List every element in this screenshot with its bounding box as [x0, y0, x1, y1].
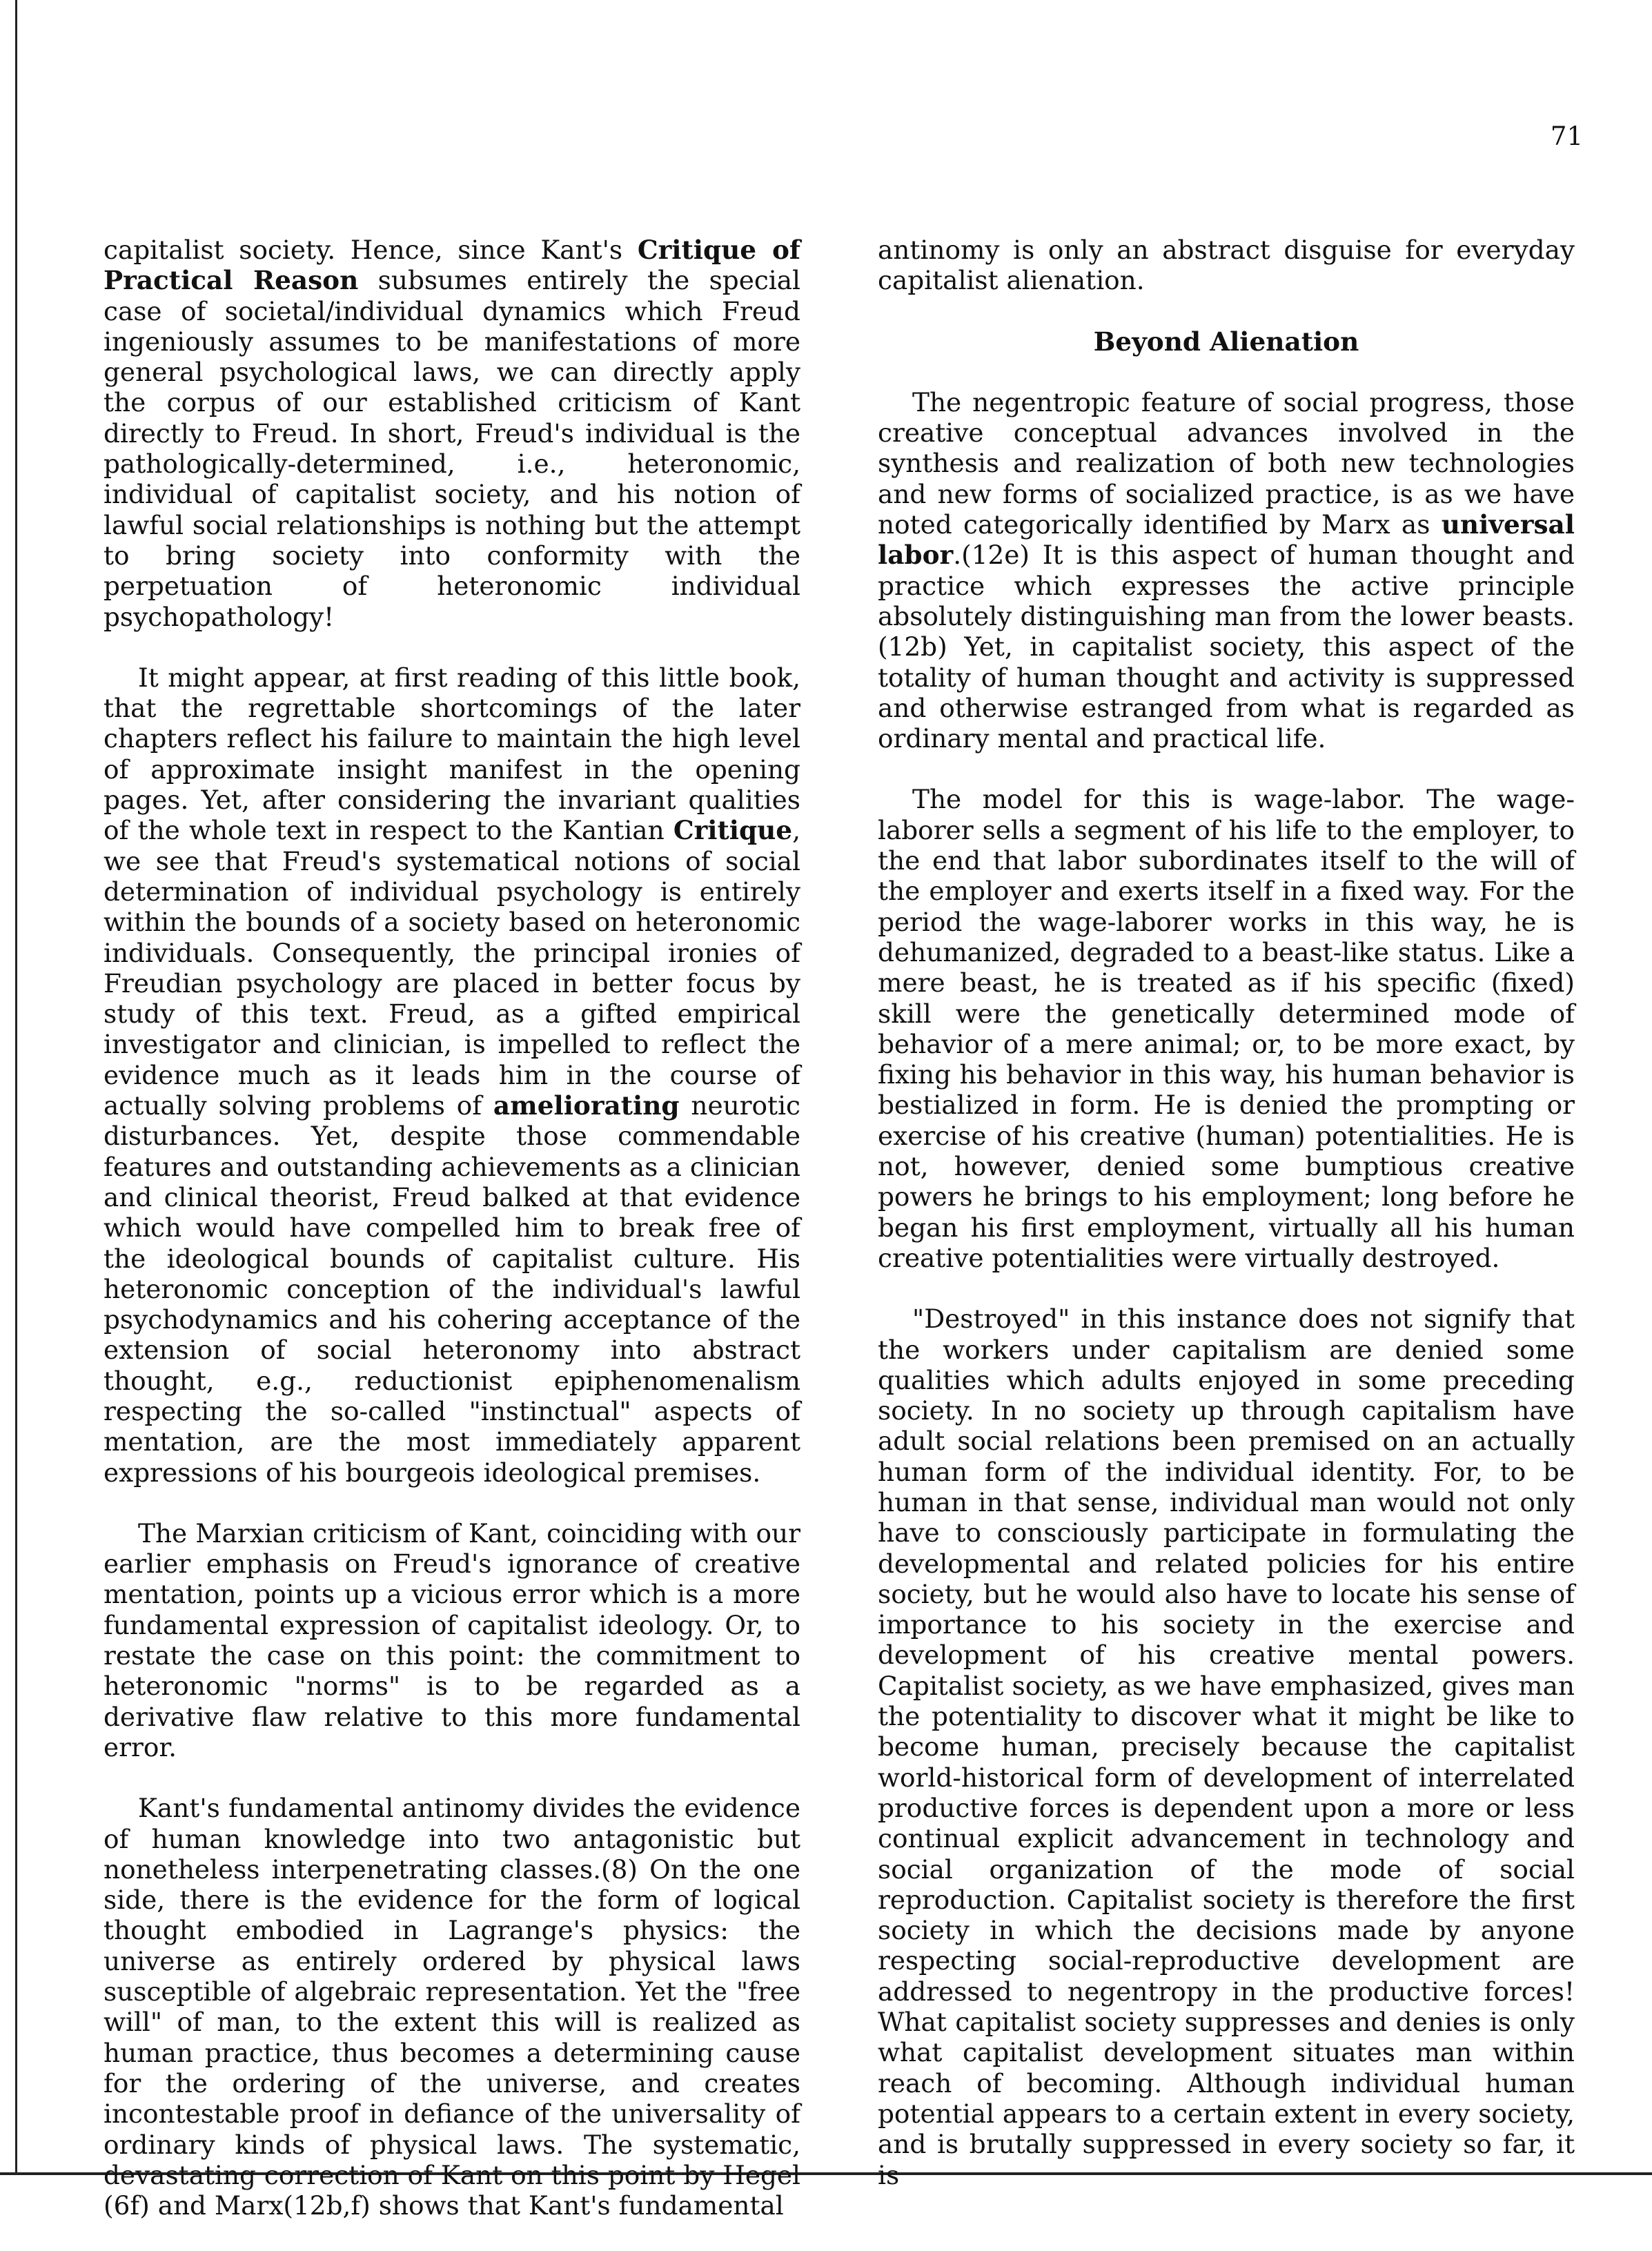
- bold-title-critique-practical-reason: Critique of Practical Reason: [104, 235, 800, 296]
- text-run: capitalist society. Hence, since Kant's: [104, 235, 638, 265]
- text-run: It might appear, at first reading of this little book, that the regrettable shortcomings of the later chapters reflect his failure to maintain the high level of approximate insight manifest in the opening pages. Yet, after considering the invariant qualities of the whole text in respect to the Kantian: [104, 662, 800, 846]
- text-run: neurotic disturbances. Yet, despite those commendable features and outstanding achievements as a clinician and clinical theorist, Freud balked at that evidence which would have compelled him to break free of the ideological bounds of capitalist culture. His heteronomic conception of the individual's lawful psychodynamics and his cohering acceptance of the extension of social heteronomy into abstract thought, e.g., reductionist epiphenomenalism respecting the so-called "instinctual" aspects of mentation, are the most immediately apparent expressions of his bourgeois ideological premises.: [104, 1090, 800, 1488]
- left-paragraph-3: The Marxian criticism of Kant, coinciding with our earlier emphasis on Freud's ignorance of creative mentation, points up a vicious error which is a more fundamental expression of capitalist ideology. Or, to restate the case on this point: the commitment to heteronomic "norms" is to be regarded as a derivative flaw relative to this more fundamental error.: [104, 1517, 800, 1762]
- text-run: .(12e) It is this aspect of human thought and practice which expresses the active principle absolutely distinguishing man from the lower beasts.(12b) Yet, in capitalist society, this aspect of the totality of human thought and activity is suppressed and otherwise estranged from what is regarded as ordinary mental and practical life.: [878, 540, 1575, 754]
- left-paragraph-4: Kant's fundamental antinomy divides the evidence of human knowledge into two antagonistic but nonetheless interpenetrating classes.(8) On the one side, there is the evidence for the form of logical thought embodied in Lagrange's physics: the universe as entirely ordered by physical laws susceptible of algebraic representation. Yet the "free will" of man, to the extent this will is realized as human practice, thus becomes a determining cause for the ordering of the universe, and creates incontestable proof in defiance of the universality of ordinary kinds of physical laws. The systematic, devastating correction of Kant on this point by Hegel (6f) and Marx(12b,f) shows that Kant's fundamental: [104, 1793, 800, 2221]
- page-left-edge-line: [15, 0, 17, 2174]
- section-heading: Beyond Alienation: [1093, 326, 1359, 357]
- left-paragraph-1: [104, 235, 800, 632]
- bold-term-ameliorating: ameliorating: [493, 1090, 680, 1121]
- bold-term-universal-labor: universal labor: [878, 509, 1575, 571]
- left-column: [104, 235, 800, 2251]
- page-number: 71: [1550, 121, 1583, 151]
- right-paragraph-1: antinomy is only an abstract disguise for everyday capitalist alienation.: [878, 235, 1575, 296]
- right-column: [878, 235, 1575, 2221]
- bold-term-critique: Critique: [673, 815, 793, 846]
- left-paragraph-2: [104, 662, 800, 1488]
- right-paragraph-3: The model for this is wage-labor. The wage-laborer sells a segment of his life to the employer, to the end that labor subordinates itself to the will of the employer and exerts itself in a fixed way. For the period the wage-laborer works in this way, he is dehumanized, degraded to a beast-like status. Like a mere beast, he is treated as if his specific (fixed) skill were the genetically determined mode of behavior of a mere animal; or, to be more exact, by fixing his behavior in this way, his human behavior is bestialized in form. He is denied the prompting or exercise of his creative (human) potentialities. He is not, however, denied some bumptious creative powers he brings to his employment; long before he began his first employment, virtually all his human creative potentialities were virtually destroyed.: [878, 784, 1575, 1273]
- text-run: subsumes entirely the special case of societal/individual dynamics which Freud ingeniously assumes to be manifestations of more general psychological laws, we can directly apply the corpus of our established criticism of Kant directly to Freud. In short, Freud's individual is the pathologically-determined, i.e., heteronomic, individual of capitalist society, and his notion of lawful social relationships is nothing but the attempt to bring society into conformity with the perpetuation of heteronomic individual psychopathology!: [104, 265, 801, 632]
- text-run: The negentropic feature of social progress, those creative conceptual advances involved in the synthesis and realization of both new technologies and new forms of socialized practice, is as we have noted categorically identified by Marx as: [878, 386, 1575, 540]
- right-paragraph-2: [878, 387, 1575, 754]
- text-run: , we see that Freud's systematical notions of social determination of individual psychology is entirely within the bounds of a society based on heteronomic individuals. Consequently, the principal ironies of Freudian psychology are placed in better focus by study of this text. Freud, as a gifted empirical investigator and clinician, is impelled to reflect the evidence much as it leads him in the course of actually solving problems of: [104, 815, 800, 1121]
- right-paragraph-4: "Destroyed" in this instance does not signify that the workers under capitalism are denied some qualities which adults enjoyed in some preceding society. In no society up through capitalism have adult social relations been premised on an actually human form of the individual identity. For, to be human in that sense, individual man would not only have to consciously participate in formulating the developmental and related policies for his entire society, but he would also have to locate his sense of importance to his society in the exercise and development of his creative mental powers. Capitalist society, as we have emphasized, gives man the potentiality to discover what it might be like to become human, precisely because the capitalist world-historical form of development of interrelated productive forces is dependent upon a more or less continual explicit advancement in technology and social organization of the mode of social reproduction. Capitalist society is therefore the first society in which the decisions made by anyone respecting social-reproductive development are addressed to negentropy in the productive forces! What capitalist society suppresses and denies is only what capitalist development situates man within reach of becoming. Although individual human potential appears to a certain extent in every society, and is brutally suppressed in every society so far, it is: [878, 1304, 1575, 2190]
